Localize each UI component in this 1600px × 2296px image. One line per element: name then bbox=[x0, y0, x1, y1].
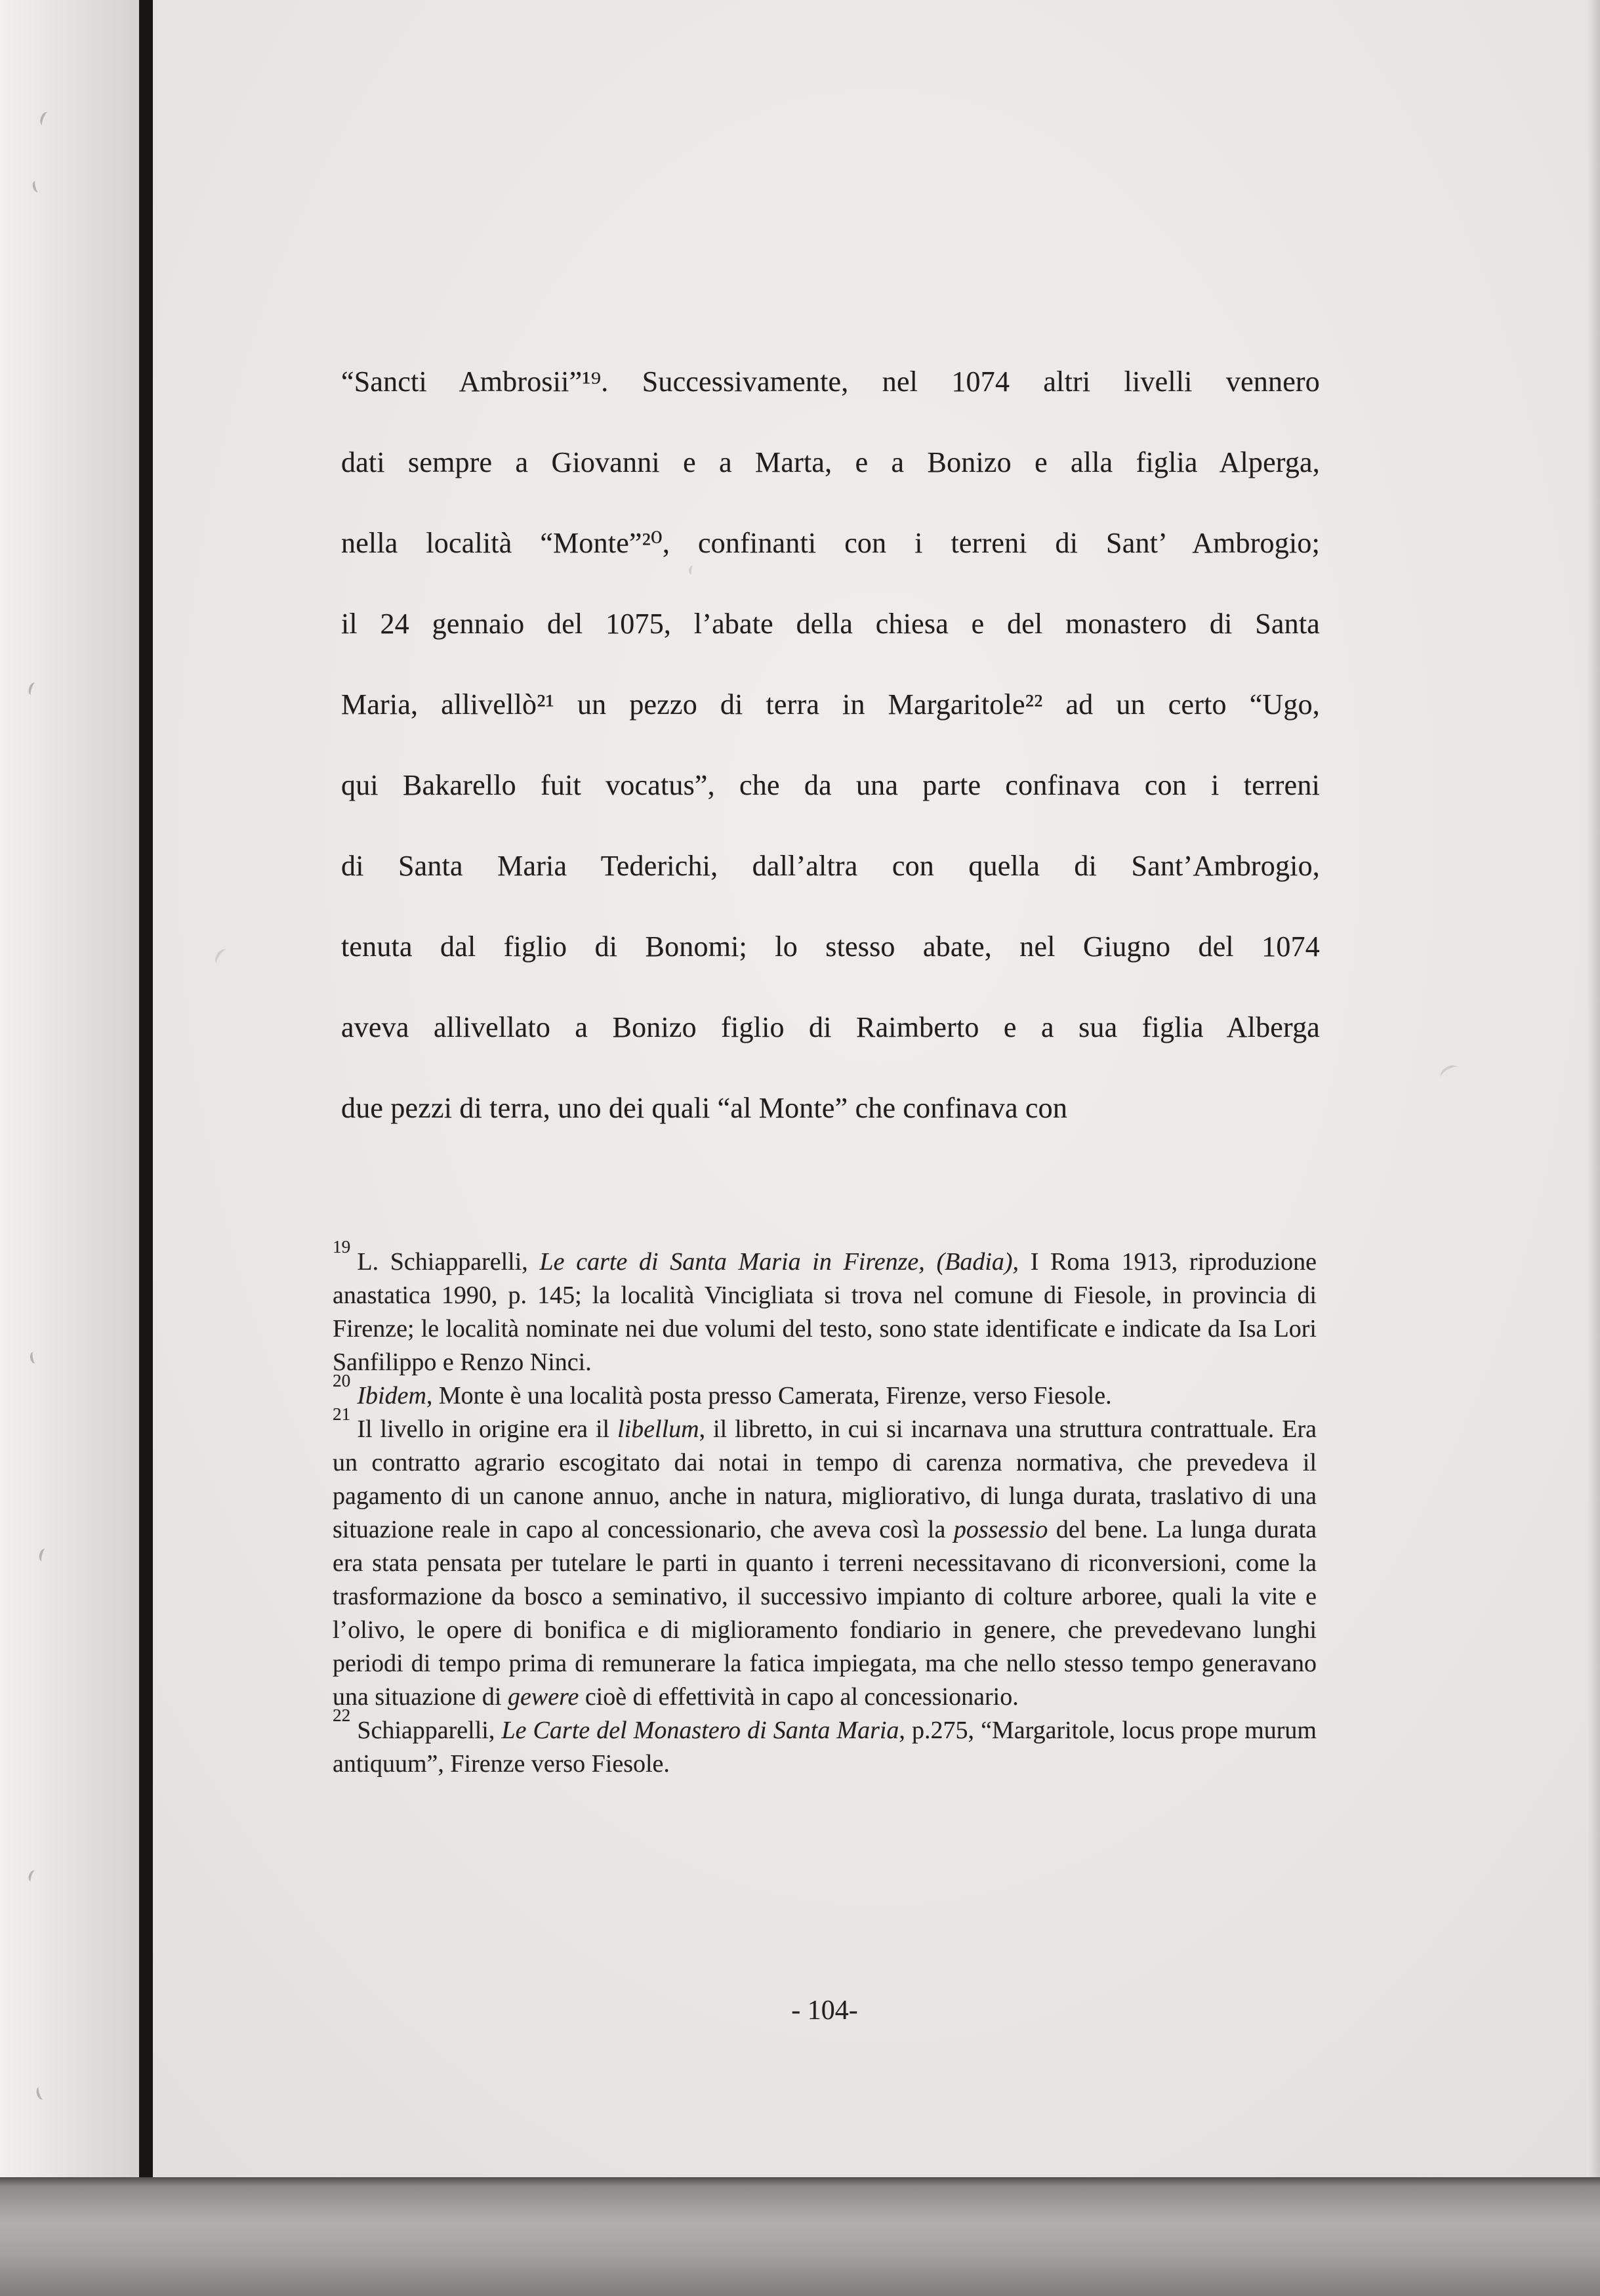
body-line: nella località “Monte”²⁰, confinanti con i terreni di Sant’ Ambrogio; bbox=[341, 527, 1320, 559]
footnote-text: , il libretto, in cui si incarnava una struttura contrattuale. Era un contratto agrario escogitato dai notai in tempo di carenza normativa, che prevedeva il pagamento di un canone annuo, anche in natura, migliorativo, di lunga durata, traslativo di una situazione reale in capo al concessionario, che aveva così la bbox=[333, 1415, 1317, 1543]
footnote-text: cioè di effettività in capo al concessionario. bbox=[579, 1683, 1019, 1711]
body-line: due pezzi di terra, uno dei quali “al Monte” che confinava con bbox=[341, 1092, 1068, 1124]
body-text bbox=[341, 341, 1320, 1148]
body-line: di Santa Maria Tederichi, dall’altra con quella di Sant’Ambrogio, bbox=[341, 850, 1320, 882]
footnote-text: Il livello in origine era il bbox=[357, 1415, 618, 1443]
footnote-marker: 19 bbox=[333, 1237, 351, 1257]
footnotes bbox=[333, 1237, 1317, 1781]
footnote-text: gewere bbox=[507, 1683, 579, 1711]
footnote-marker: 21 bbox=[333, 1404, 351, 1425]
footnote-text: Le carte di Santa Maria in Firenze, (Badia), bbox=[539, 1248, 1019, 1276]
footnote-text: , Monte è una località posta presso Camerata, Firenze, verso Fiesole. bbox=[426, 1382, 1112, 1409]
body-line: dati sempre a Giovanni e a Marta, e a Bonizo e alla figlia Alperga, bbox=[341, 446, 1320, 478]
body-line: “Sancti Ambrosii”¹⁹. Successivamente, nel 1074 altri livelli vennero bbox=[341, 365, 1320, 398]
footnote-marker: 20 bbox=[333, 1371, 351, 1391]
body-line: il 24 gennaio del 1075, l’abate della chiesa e del monastero di Santa bbox=[341, 608, 1320, 640]
body-line: tenuta dal figlio di Bonomi; lo stesso abate, nel Giugno del 1074 bbox=[341, 930, 1320, 963]
body-line: Maria, allivellò²¹ un pezzo di terra in Margaritole²² ad un certo “Ugo, bbox=[341, 688, 1320, 720]
binding-shadow-bar bbox=[139, 0, 153, 2296]
footnote bbox=[333, 1371, 1317, 1413]
footnote-text: L. Schiapparelli, bbox=[357, 1248, 540, 1276]
footnote bbox=[333, 1237, 1317, 1379]
scan-left-edge bbox=[0, 0, 139, 2177]
footnote-marker: 22 bbox=[333, 1705, 351, 1726]
footnote-text: Schiapparelli, bbox=[357, 1717, 502, 1744]
footnote-text: del bene. La lunga durata era stata pensata per tutelare le parti in quanto i terreni necessitavano di riconversioni, come la trasformazione da bosco a seminativo, il successivo impianto di colture arboree, quali la vite e l’olivo, le opere di bonifica e di miglioramento fondiario in genere, che prevedevano lunghi periodi di tempo prima di remunerare la fatica impiegata, ma che nello stesso tempo generavano una situazione di bbox=[333, 1516, 1317, 1711]
footnote-text: libellum bbox=[617, 1415, 699, 1443]
footnote-text: Le Carte del Monastero di Santa Maria bbox=[501, 1717, 899, 1744]
footnote bbox=[333, 1705, 1317, 1781]
footnote-text: I Roma 1913, riproduzione anastatica 1990, p. 145; la località Vincigliata si trova nel comune di Fiesole, in provincia di Firenze; le località nominate nei due volumi del testo, sono state identificate e indicate da Isa Lori Sanfilippo e Renzo Ninci. bbox=[333, 1248, 1317, 1376]
body-line: qui Bakarello fuit vocatus”, che da una parte confinava con i terreni bbox=[341, 769, 1320, 801]
footnote-text: , p.275, “Margaritole, locus prope murum antiquum”, Firenze verso Fiesole. bbox=[333, 1717, 1317, 1778]
scan-bottom-edge bbox=[0, 2177, 1600, 2296]
footnote-text: possessio bbox=[953, 1516, 1048, 1543]
footnote-text: Ibidem bbox=[357, 1382, 426, 1409]
footnote bbox=[333, 1404, 1317, 1714]
body-line: aveva allivellato a Bonizo figlio di Raimberto e a sua figlia Alberga bbox=[341, 1011, 1320, 1043]
scan-right-edge bbox=[1587, 0, 1600, 2177]
page-number: - 104- bbox=[791, 1995, 858, 2026]
